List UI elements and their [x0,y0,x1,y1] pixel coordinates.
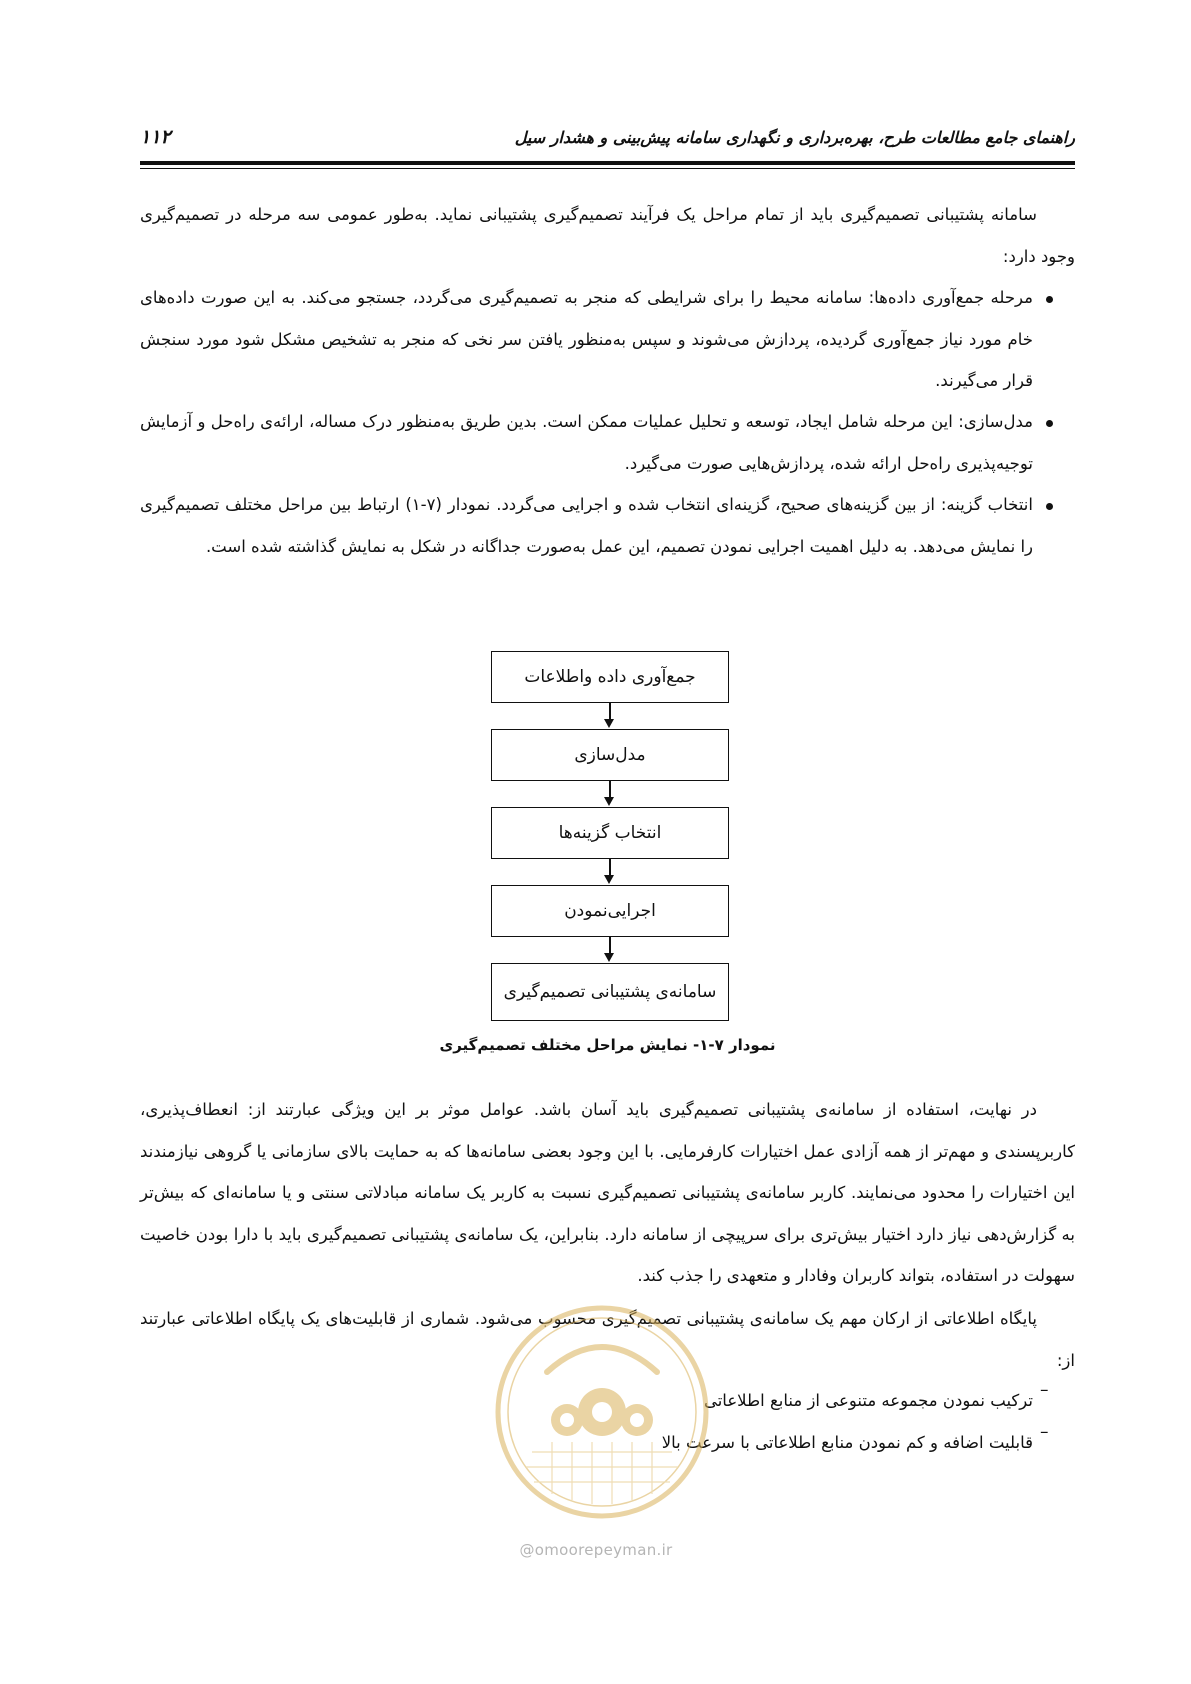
dash-item-combine-sources: ترکیب نمودن مجموعه متنوعی از منابع اطلاعاتی [703,1391,1033,1410]
dash-item-add-remove-sources: قابلیت اضافه و کم نمودن منابع اطلاعاتی با سرعت بالا [661,1433,1033,1452]
flowchart-step-data-collection: جمع‌آوری داده واطلاعات [491,651,729,703]
figure-caption: نمودار ۷-۱- نمایش مراحل مختلف تصمیم‌گیری [439,1036,776,1054]
header-rule-thick [140,161,1075,165]
flowchart-arrow-head [604,875,614,884]
flowchart-arrow-head [604,719,614,728]
bullet-dot [1046,420,1053,427]
header-title: راهنمای جامع مطالعات طرح، بهره‌برداری و نگهداری سامانه پیش‌بینی و هشدار سیل [514,128,1075,147]
paragraph-database: پایگاه اطلاعاتی از ارکان مهم یک سامانه‌ی پشتیبانی تصمیم‌گیری محسوب می‌شود. شماری از قابلیت‌های یک پایگاه اطلاعاتی عبارتند از: [140,1309,1075,1370]
watermark-url: @omoorepeyman.ir [519,1541,673,1559]
header-rule-thin [140,168,1075,169]
bullet-item-data-collection: مرحله جمع‌آوری داده‌ها: سامانه محیط را برای شرایطی که منجر به تصمیم‌گیری می‌گردد، جستجو می‌کند. به این صورت داده‌های خام مورد نیاز جمع‌آوری گردیده، پردازش می‌شوند و سپس به‌منظور یافتن سر نخی که منجر به تشخیص مشکل شود مورد سنجش قرار می‌گیرند. [140,288,1033,390]
intro-paragraph: سامانه پشتیبانی تصمیم‌گیری باید از تمام مراحل یک فرآیند تصمیم‌گیری پشتیبانی نماید. به‌طور عمومی سه مرحله در تصمیم‌گیری وجود دارد: [140,205,1075,266]
flowchart-step-execution: اجرایی‌نمودن [491,885,729,937]
flowchart-step-decision-support: سامانه‌ی پشتیبانی تصمیم‌گیری [491,963,729,1021]
bullet-dot [1046,296,1053,303]
flowchart-arrow-head [604,797,614,806]
dash-marker: – [1040,1380,1049,1400]
bullet-dot [1046,503,1053,510]
flowchart-arrow-head [604,953,614,962]
watermark-logo [492,1302,712,1522]
bullet-item-modeling: مدل‌سازی: این مرحله شامل ایجاد، توسعه و تحلیل عملیات ممکن است. بدین طریق به‌منظور درک مساله، ارائه‌ی راه‌حل و آزمایش توجیه‌پذیری راه‌حل ارائه شده، پردازش‌هایی صورت می‌گیرد. [140,412,1033,473]
running-header [140,128,1075,158]
flowchart-step-option-selection: انتخاب گزینه‌ها [491,807,729,859]
bullet-item-option-selection: انتخاب گزینه: از بین گزینه‌های صحیح، گزینه‌ای انتخاب شده و اجرایی می‌گردد. نمودار (۷-۱) ارتباط بین مراحل مختلف تصمیم‌گیری را نمایش می‌دهد. به دلیل اهمیت اجرایی نمودن تصمیم، این عمل به‌صورت جداگانه در شکل به نمایش گذاشته شده است. [140,495,1033,556]
page-number: ۱۱۲ [140,126,171,148]
flowchart-step-modeling: مدل‌سازی [491,729,729,781]
paragraph-ease-of-use: در نهایت، استفاده از سامانه‌ی پشتیبانی تصمیم‌گیری باید آسان باشد. عوامل موثر بر این ویژگی عبارتند از: انعطاف‌پذیری، کاربرپسندی و مهم‌تر از همه آزادی عمل اختیارات کارفرمایی. با این وجود بعضی سامانه‌ها که به حمایت بالای سازمانی یا گروهی نیازمندند این اختیارات را محدود می‌نمایند. کاربر سامانه‌ی پشتیبانی تصمیم‌گیری نسبت به کاربر یک سامانه مبادلاتی سنتی و یا سامانه‌ای که بیش‌تر به گزارش‌دهی نیاز دارد اختیار بیش‌تری برای سرپیچی از سامانه دارد. بنابراین، یک سامانه‌ی پشتیبانی تصمیم‌گیری باید با دارا بودن خاصیت سهولت در استفاده، بتواند کاربران وفادار و متعهدی را جذب کند. [140,1100,1075,1285]
dash-marker: – [1040,1422,1049,1442]
